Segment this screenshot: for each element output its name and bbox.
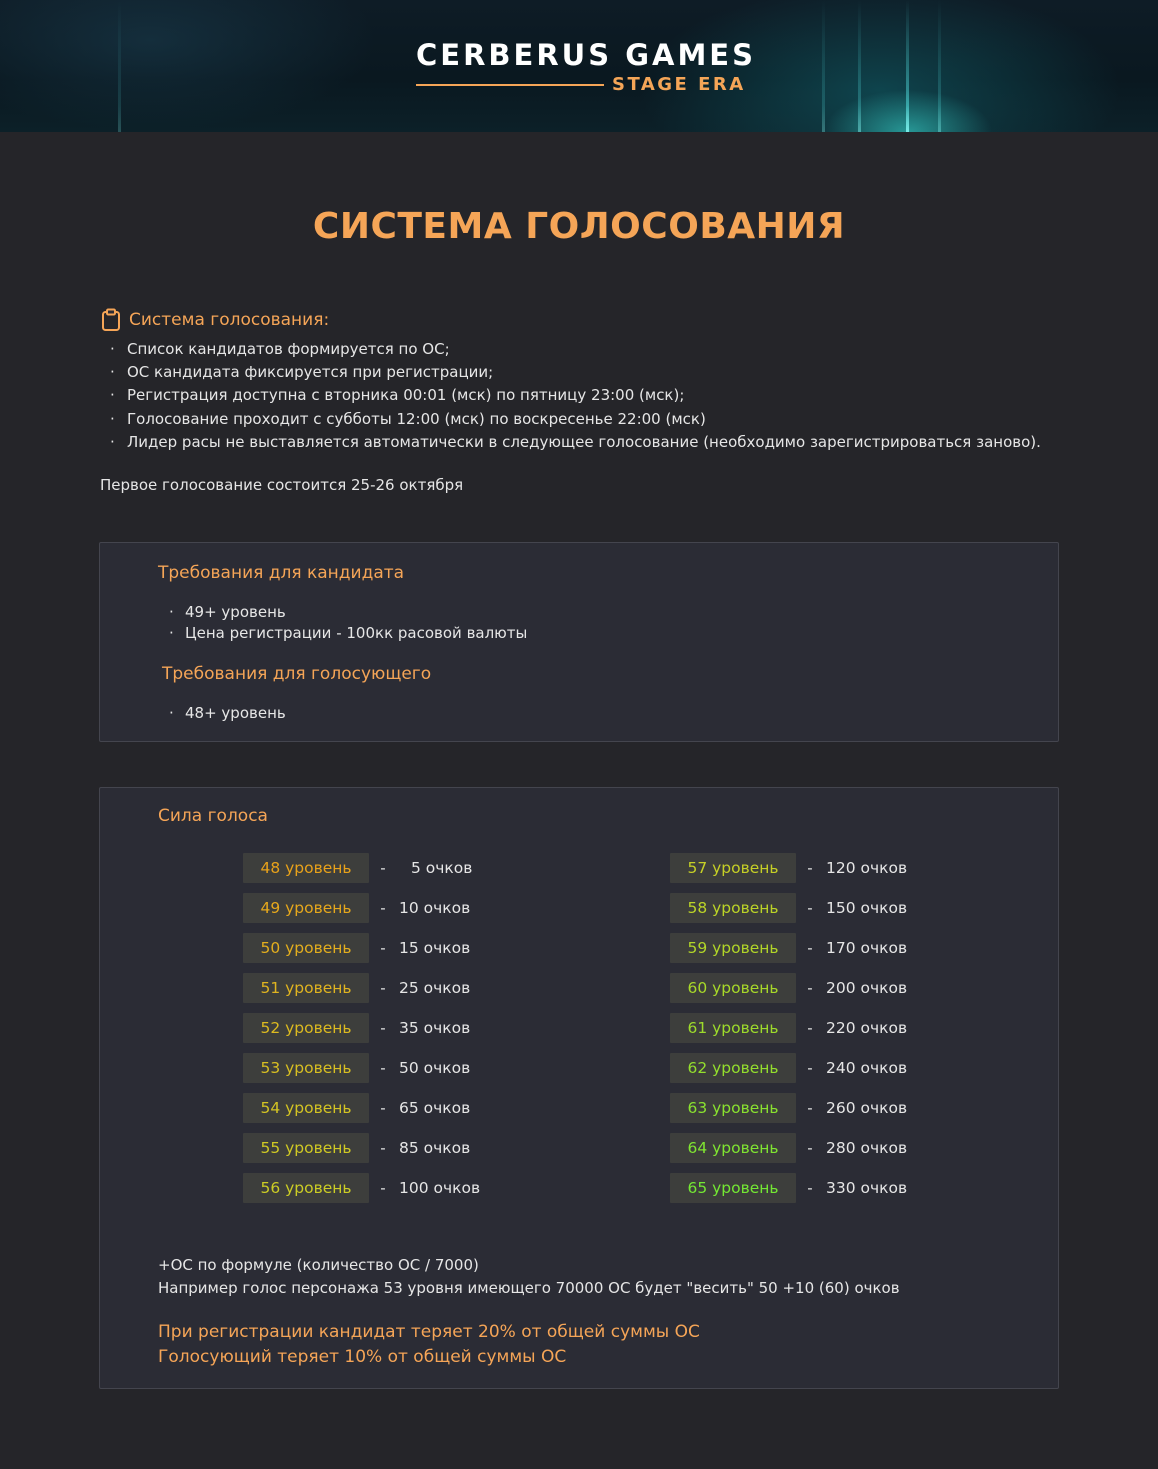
vote-power-row xyxy=(670,1173,907,1203)
first-vote-date: Первое голосование состоится 25-26 октября xyxy=(100,476,464,495)
formula-note xyxy=(158,1254,900,1300)
vote-power-row xyxy=(243,1173,480,1203)
light-beam xyxy=(118,0,121,132)
formula-line: +ОС по формуле (количество ОС / 7000) xyxy=(158,1256,479,1274)
vote-power-row xyxy=(243,933,480,963)
vote-power-row xyxy=(670,893,907,923)
dash: - xyxy=(807,1179,813,1197)
dash: - xyxy=(380,1179,386,1197)
vote-power-row xyxy=(243,1013,480,1043)
level-badge: 61 уровень xyxy=(670,1013,796,1043)
points-value: 50 очков xyxy=(399,1059,471,1077)
dash: - xyxy=(807,1019,813,1037)
level-badge: 60 уровень xyxy=(670,973,796,1003)
points-value: 120 очков xyxy=(826,859,908,877)
points-value: 150 очков xyxy=(826,899,908,917)
points-value: 220 очков xyxy=(826,1019,908,1037)
level-badge: 64 уровень xyxy=(670,1133,796,1163)
vote-power-row xyxy=(243,1133,480,1163)
vote-power-row xyxy=(670,1013,907,1043)
dash: - xyxy=(380,1099,386,1117)
level-badge: 59 уровень xyxy=(670,933,796,963)
dash: - xyxy=(807,859,813,877)
vote-power-heading: Сила голоса xyxy=(158,806,268,826)
vote-power-row xyxy=(243,1093,480,1123)
list-item: · Голосование проходит с субботы 12:00 (мск) по воскресенье 22:00 (мск) xyxy=(100,408,1100,431)
dash: - xyxy=(807,979,813,997)
candidate-requirements-list xyxy=(169,602,527,644)
list-item: · Список кандидатов формируется по ОС; xyxy=(100,338,1100,361)
list-item: · Лидер расы не выставляется автоматически в следующее голосование (необходимо зарегистрироваться заново). xyxy=(100,431,1100,454)
level-badge: 52 уровень xyxy=(243,1013,369,1043)
dash: - xyxy=(380,899,386,917)
vote-power-row xyxy=(670,853,907,883)
points-value: 200 очков xyxy=(826,979,908,997)
intro-heading-text: Система голосования: xyxy=(129,310,330,330)
dash: - xyxy=(807,1099,813,1117)
dash: - xyxy=(807,939,813,957)
points-value: 260 очков xyxy=(826,1099,908,1117)
level-badge: 56 уровень xyxy=(243,1173,369,1203)
list-item: · Цена регистрации - 100кк расовой валюты xyxy=(169,623,527,644)
dash: - xyxy=(807,1059,813,1077)
voter-requirements-heading: Требования для голосующего xyxy=(162,664,432,684)
dash: - xyxy=(380,979,386,997)
brand-subtitle: STAGE ERA xyxy=(612,74,746,95)
points-value: 15 очков xyxy=(399,939,471,957)
penalty-note xyxy=(158,1320,700,1370)
level-badge: 49 уровень xyxy=(243,893,369,923)
level-badge: 55 уровень xyxy=(243,1133,369,1163)
level-badge: 63 уровень xyxy=(670,1093,796,1123)
dash: - xyxy=(380,1139,386,1157)
points-value: 25 очков xyxy=(399,979,471,997)
dash: - xyxy=(380,1059,386,1077)
candidate-penalty: При регистрации кандидат теряет 20% от общей суммы ОС xyxy=(158,1322,700,1342)
brand-logo xyxy=(416,38,757,95)
vote-power-row xyxy=(670,933,907,963)
level-badge: 62 уровень xyxy=(670,1053,796,1083)
vote-power-row xyxy=(670,1053,907,1083)
vote-power-row xyxy=(243,893,480,923)
dash: - xyxy=(380,859,386,877)
vote-power-row xyxy=(243,973,480,1003)
level-badge: 57 уровень xyxy=(670,853,796,883)
light-beam xyxy=(822,0,825,132)
level-badge: 50 уровень xyxy=(243,933,369,963)
vote-power-row xyxy=(670,1093,907,1123)
vote-power-list-right xyxy=(670,853,907,1213)
requirements-card xyxy=(99,542,1059,742)
list-item: · 48+ уровень xyxy=(169,703,286,724)
dash: - xyxy=(807,1139,813,1157)
level-badge: 48 уровень xyxy=(243,853,369,883)
vote-power-row xyxy=(670,973,907,1003)
vote-power-row xyxy=(243,1053,480,1083)
level-badge: 54 уровень xyxy=(243,1093,369,1123)
points-value: 65 очков xyxy=(399,1099,471,1117)
points-value: 280 очков xyxy=(826,1139,908,1157)
rules-list xyxy=(100,338,1100,454)
level-badge: 65 уровень xyxy=(670,1173,796,1203)
light-beam xyxy=(906,0,909,132)
level-badge: 58 уровень xyxy=(670,893,796,923)
brand-title: CERBERUS GAMES xyxy=(416,38,757,72)
vote-power-row xyxy=(670,1133,907,1163)
vote-power-list-left xyxy=(243,853,480,1213)
intro-section xyxy=(100,308,1100,494)
formula-example: Например голос персонажа 53 уровня имеющего 70000 ОС будет "весить" 50 +10 (60) очков xyxy=(158,1279,900,1297)
page-title: СИСТЕМА ГОЛОСОВАНИЯ xyxy=(312,206,846,247)
dash: - xyxy=(380,939,386,957)
list-item: · 49+ уровень xyxy=(169,602,527,623)
points-value: 100 очков xyxy=(399,1179,481,1197)
points-value: 330 очков xyxy=(826,1179,908,1197)
vote-power-row xyxy=(243,853,480,883)
light-beam xyxy=(938,0,941,132)
header-banner xyxy=(0,0,1158,132)
voter-penalty: Голосующий теряет 10% от общей суммы ОС xyxy=(158,1347,567,1367)
brand-underline xyxy=(416,84,604,86)
intro-heading xyxy=(100,308,1100,332)
voter-requirements-list xyxy=(169,703,286,724)
points-value: 240 очков xyxy=(826,1059,908,1077)
points-value: 5 очков xyxy=(411,859,473,877)
level-badge: 53 уровень xyxy=(243,1053,369,1083)
dash: - xyxy=(380,1019,386,1037)
dash: - xyxy=(807,899,813,917)
points-value: 85 очков xyxy=(399,1139,471,1157)
level-badge: 51 уровень xyxy=(243,973,369,1003)
list-item: · ОС кандидата фиксируется при регистрации; xyxy=(100,361,1100,384)
points-value: 10 очков xyxy=(399,899,471,917)
points-value: 35 очков xyxy=(399,1019,471,1037)
clipboard-icon xyxy=(100,308,122,332)
light-beam xyxy=(858,0,861,132)
candidate-requirements-heading: Требования для кандидата xyxy=(158,563,405,583)
list-item: · Регистрация доступна с вторника 00:01 (мск) по пятницу 23:00 (мск); xyxy=(100,384,1100,407)
points-value: 170 очков xyxy=(826,939,908,957)
